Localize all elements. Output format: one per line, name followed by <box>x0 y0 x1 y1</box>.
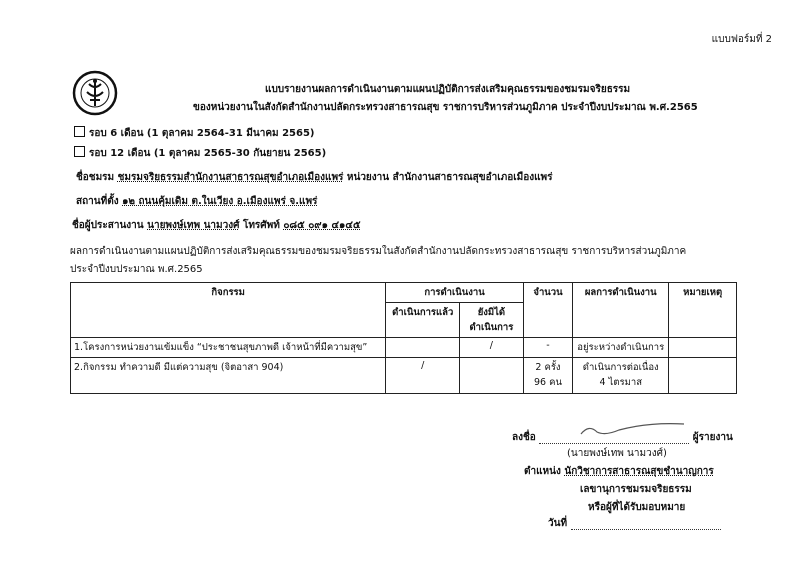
header-notdone-2: ดำเนินการ <box>469 322 514 333</box>
row1-result: อยู่ระหว่างดำเนินการ <box>573 338 669 358</box>
period-6-label: รอบ 6 เดือน (1 ตุลาคม 2564-31 มีนาคม 2565) <box>89 128 315 139</box>
row1-count: - <box>523 338 573 358</box>
unit-label: หน่วยงาน สำนักงานสาธารณสุขอำเภอเมืองแพร่ <box>346 172 553 183</box>
period-6-months <box>74 126 314 141</box>
row1-notdone: / <box>460 338 524 358</box>
position-line2: เลขานุการชมรมจริยธรรม <box>580 484 692 495</box>
club-name: ชมรมจริยธรรมสำนักงานสาธารณสุขอำเภอเมืองแพร่ <box>117 172 344 183</box>
table-row <box>71 358 737 394</box>
phone-label: โทรศัพท์ <box>242 220 280 231</box>
signature-mark <box>579 420 689 438</box>
address-label: สถานที่ตั้ง <box>76 196 119 207</box>
phone-value: ๐๘๕ ๐๙๑ ๔๑๔๕ <box>283 220 361 231</box>
row2-done: / <box>386 358 460 394</box>
header-result: ผลการดำเนินงาน <box>573 283 669 338</box>
row2-count-times: 2 ครั้ง <box>535 362 561 373</box>
coordinator-name: นายพงษ์เทพ นามวงศ์ <box>147 220 240 231</box>
coordinator-label: ชื่อผู้ประสานงาน <box>72 220 144 231</box>
period-6-checkbox[interactable] <box>74 126 85 137</box>
position-line3: หรือผู้ที่ได้รับมอบหมาย <box>588 502 686 513</box>
title-line1: แบบรายงานผลการดำเนินงานตามแผนปฏิบัติการส่งเสริมคุณธรรมของชมรมจริยธรรม <box>265 84 631 95</box>
header-operation: การดำเนินงาน <box>386 283 523 303</box>
table-row <box>71 338 737 358</box>
row2-activity: 2.กิจกรรม ทำความดี มีแต่ความสุข (จิตอาสา 904) <box>71 358 386 394</box>
date-line <box>548 516 721 531</box>
period-12-checkbox[interactable] <box>74 146 85 157</box>
row2-note <box>669 358 737 394</box>
row1-note <box>669 338 737 358</box>
row2-count <box>523 358 573 394</box>
signature-field[interactable] <box>539 432 689 444</box>
header-notdone <box>460 303 524 338</box>
row2-result <box>573 358 669 394</box>
date-field[interactable] <box>571 518 721 530</box>
club-label: ชื่อชมรม <box>76 172 115 183</box>
reporter-label: ผู้รายงาน <box>692 432 733 443</box>
activity-table <box>70 282 737 394</box>
row1-done <box>386 338 460 358</box>
row2-result-2: 4 ไตรมาส <box>599 377 642 388</box>
header-note: หมายเหตุ <box>669 283 737 338</box>
form-number: แบบฟอร์มที่ 2 <box>711 34 772 45</box>
position-line <box>524 464 714 479</box>
row2-count-people: 96 คน <box>534 377 562 388</box>
date-label: วันที่ <box>548 518 568 529</box>
header-done: ดำเนินการแล้ว <box>386 303 460 338</box>
club-line <box>76 170 553 185</box>
coordinator-line <box>72 218 361 233</box>
ministry-seal-logo <box>72 70 118 116</box>
position-label: ตำแหน่ง <box>524 466 561 477</box>
address-line <box>76 194 317 209</box>
header-activity: กิจกรรม <box>71 283 386 338</box>
row2-notdone <box>460 358 524 394</box>
summary-line2: ประจำปีงบประมาณ พ.ศ.2565 <box>70 264 203 275</box>
header-count: จำนวน <box>523 283 573 338</box>
header-notdone-1: ยังมิได้ <box>477 307 506 318</box>
position-value: นักวิชาการสาธารณสุขชำนาญการ <box>564 466 714 477</box>
row1-activity: 1.โครงการหน่วยงานเข้มแข็ง “ประชาชนสุขภาพดี เจ้าหน้าที่มีความสุข” <box>71 338 386 358</box>
summary-line1: ผลการดำเนินงานตามแผนปฏิบัติการส่งเสริมคุณธรรมของชมรมจริยธรรมในสังกัดสำนักงานปลัดกระทรวงสาธารณสุข ราชการบริหารส่วนภูมิภาค <box>70 246 687 257</box>
row2-result-1: ดำเนินการต่อเนื่อง <box>582 362 659 373</box>
address-value: ๑๒ ถนนคุ้มเดิม ต.ในเวียง อ.เมืองแพร่ จ.แพร่ <box>122 196 318 207</box>
title-line2: ของหน่วยงานในสังกัดสำนักงานปลัดกระทรวงสาธารณสุข ราชการบริหารส่วนภูมิภาค ประจำปีงบประมาณ พ.ศ.2565 <box>193 102 698 113</box>
sign-name: (นายพงษ์เทพ นามวงศ์) <box>567 448 667 459</box>
sign-label: ลงชื่อ <box>512 432 536 443</box>
period-12-months <box>74 146 326 161</box>
sign-line <box>512 430 733 445</box>
period-12-label: รอบ 12 เดือน (1 ตุลาคม 2565-30 กันยายน 2565) <box>89 148 327 159</box>
